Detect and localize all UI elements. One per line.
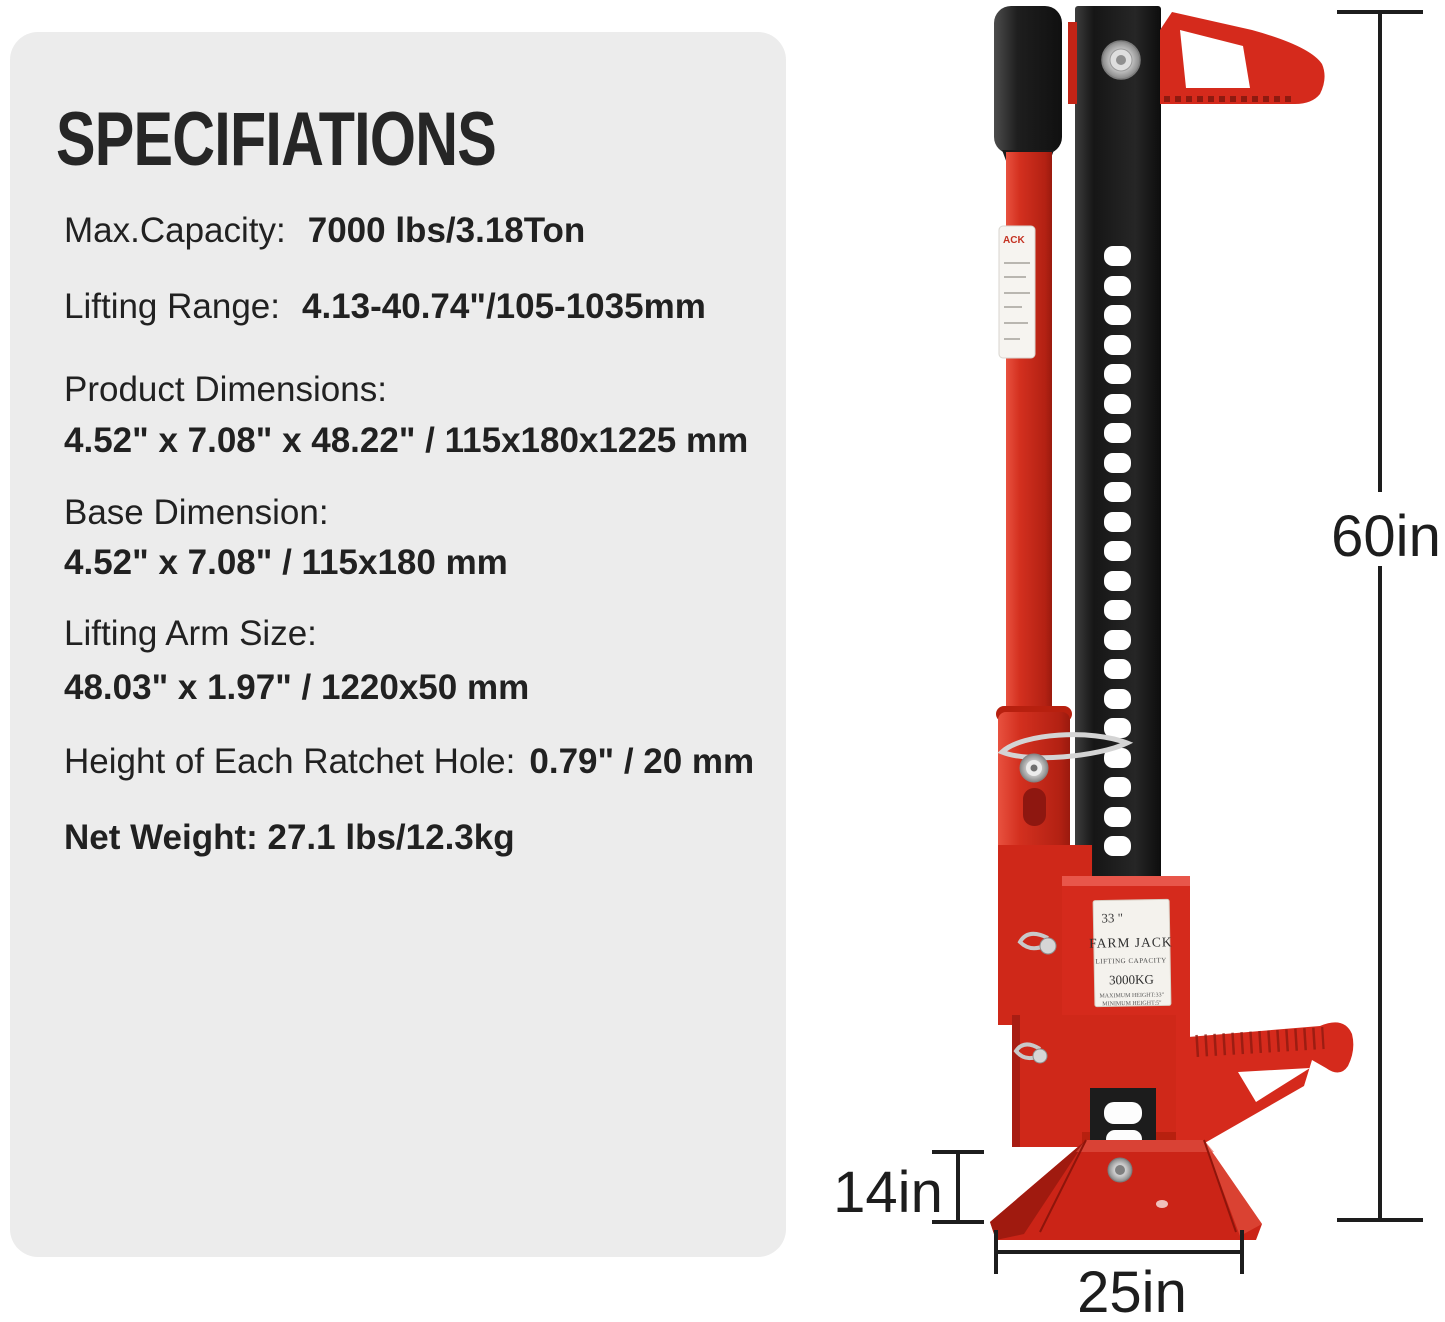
spec-value: 48.03" x 1.97" / 1220x50 mm bbox=[64, 668, 530, 707]
spec-value: 4.52" x 7.08" x 48.22" / 115x180x1225 mm bbox=[64, 421, 749, 460]
spec-label: Height of Each Ratchet Hole: bbox=[64, 742, 516, 781]
base-hole bbox=[1156, 1200, 1168, 1208]
spec-row-max-capacity bbox=[56, 212, 758, 249]
spec-label: Product Dimensions: bbox=[64, 370, 387, 409]
lifting-arm-serration bbox=[1196, 1038, 1324, 1046]
spec-label: Lifting Range: bbox=[64, 287, 280, 326]
spec-row-product-dimensions-label bbox=[56, 371, 758, 408]
base-top-face bbox=[1076, 1140, 1214, 1152]
base-height-label: 14in bbox=[833, 1160, 943, 1225]
spec-value: 4.13-40.74"/105-1035mm bbox=[301, 287, 706, 326]
product-illustration bbox=[790, 0, 1445, 1322]
specifications-panel bbox=[10, 32, 786, 1257]
spec-label: Base Dimension: bbox=[64, 493, 329, 532]
mechanism-lower-shade bbox=[1012, 1015, 1020, 1147]
jack-mechanism bbox=[998, 845, 1353, 1162]
rail-ratchet-holes bbox=[1104, 246, 1131, 856]
spec-row-lifting-arm-size-label bbox=[56, 615, 758, 652]
spec-label: Lifting Arm Size: bbox=[64, 614, 317, 653]
plate-min-height: MINIMUM HEIGHT:5" bbox=[1102, 1000, 1162, 1008]
spec-value: 0.79" / 20 mm bbox=[529, 742, 755, 781]
lifting-arm bbox=[1176, 1022, 1353, 1148]
handle-grip bbox=[994, 6, 1062, 154]
spec-row-lifting-arm-size-value bbox=[56, 669, 758, 706]
base-bolt-center bbox=[1115, 1165, 1125, 1175]
spec-value: 4.52" x 7.08" / 115x180 mm bbox=[64, 543, 508, 582]
spec-row-product-dimensions-value bbox=[56, 422, 758, 459]
spec-value: 7000 lbs/3.18Ton bbox=[307, 211, 586, 250]
handle-sticker-text: ACK bbox=[1003, 235, 1025, 246]
jack-plate-label bbox=[1088, 899, 1173, 1007]
mechanism-block-highlight bbox=[1062, 876, 1190, 886]
handle-sticker bbox=[999, 226, 1035, 358]
plate-max-height: MAXIMUM HEIGHT:33" bbox=[1099, 992, 1165, 1000]
plate-name: FARM JACK bbox=[1089, 934, 1173, 951]
spec-row-lifting-range bbox=[56, 288, 758, 325]
panel-title: SPECIFIATIONS bbox=[56, 97, 496, 182]
spec-row-ratchet-hole-height bbox=[56, 743, 758, 780]
spec-row-base-dimension-value bbox=[56, 544, 758, 581]
top-bolt-center bbox=[1116, 55, 1126, 65]
sleeve-slot bbox=[1023, 788, 1046, 826]
base-length-label: 25in bbox=[1077, 1260, 1187, 1322]
jack-base bbox=[990, 1140, 1262, 1240]
rail-lower-hole bbox=[1104, 1102, 1142, 1124]
plate-capacity-value: 3000KG bbox=[1108, 971, 1154, 988]
plate-size: 33 " bbox=[1101, 910, 1124, 926]
spec-row-net-weight bbox=[56, 819, 758, 856]
plate-capacity-title: LIFTING CAPACITY bbox=[1095, 956, 1167, 966]
spec-value: Net Weight: 27.1 lbs/12.3kg bbox=[64, 818, 515, 857]
spec-label: Max.Capacity: bbox=[64, 211, 286, 250]
sleeve-bolt-center bbox=[1031, 765, 1038, 772]
overall-height-label: 60in bbox=[1331, 504, 1441, 569]
spec-row-base-dimension-label bbox=[56, 494, 758, 531]
clamp-plate bbox=[1068, 22, 1077, 104]
